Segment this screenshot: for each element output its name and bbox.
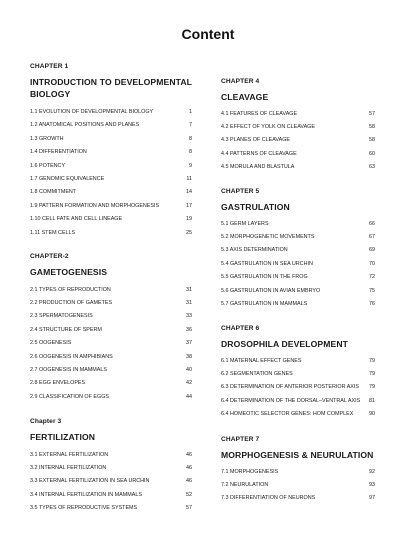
entry-page: 60 — [369, 150, 375, 157]
chapter-label: Chapter 3 — [30, 418, 62, 425]
toc-entry[interactable] — [30, 119, 192, 132]
page-title: Content — [181, 26, 235, 42]
entry-page: 14 — [186, 189, 192, 196]
entry-page: 1 — [189, 109, 192, 115]
entry-title: 1.7 GENOMIC EQUIVALENCE — [30, 176, 105, 183]
entry-title: 1.11 STEM CELLS — [30, 229, 76, 236]
toc-entry[interactable] — [221, 395, 375, 408]
entry-page: 8 — [189, 149, 192, 156]
entry-title: 6.4 DETERMINATION OF THE DORSAL–VENTRAL AXIS — [221, 397, 361, 404]
entry-title: 2.3 SPERMATOGENESIS — [30, 313, 93, 320]
entry-title: 4.4 PATTERNS OF CLEAVAGE — [221, 150, 297, 157]
toc-entry[interactable] — [30, 160, 192, 173]
entry-title: 1.9 PATTERN FORMATION AND MORPHOGENESIS — [30, 202, 160, 209]
toc-entry[interactable] — [30, 213, 192, 226]
entry-title: 7.1 MORPHOGENESIS — [221, 468, 279, 475]
toc-entry[interactable] — [221, 134, 375, 147]
toc-entry[interactable] — [30, 324, 192, 337]
chapter-label: CHAPTER 7 — [221, 436, 260, 443]
entry-page: 97 — [369, 495, 375, 502]
entry-page: 79 — [369, 357, 375, 364]
entry-page: 90 — [369, 411, 375, 418]
toc-entry[interactable] — [30, 186, 192, 199]
entry-page: 11 — [186, 176, 192, 183]
entry-page: 67 — [369, 233, 375, 240]
toc-entry[interactable] — [30, 227, 192, 240]
entry-page: 69 — [369, 247, 375, 254]
entry-title: 1.10 CELL FATE AND CELL LINEAGE — [30, 216, 123, 223]
entry-title: 2.4 STRUCTURE OF SPERM — [30, 326, 102, 333]
chapter-title: FERTILIZATION — [30, 432, 96, 442]
entry-page: 63 — [369, 164, 375, 171]
entry-title: 6.2 SEGMENTATION GENES — [221, 370, 293, 377]
toc-entry[interactable] — [221, 298, 375, 311]
toc-entry[interactable] — [30, 364, 192, 377]
entry-page: 36 — [186, 326, 192, 333]
chapter-1-section — [30, 63, 192, 240]
entry-page: 81 — [369, 397, 375, 404]
chapter-label: CHAPTER 1 — [30, 63, 69, 70]
entry-page: 70 — [369, 260, 375, 267]
toc-entry[interactable] — [221, 466, 375, 479]
toc-entry[interactable] — [221, 218, 375, 231]
chapter-title: GASTRULATION — [221, 202, 290, 212]
toc-entry[interactable] — [221, 381, 375, 394]
chapter-title: INTRODUCTION TO DEVELOPMENTAL BIOLOGY — [30, 77, 192, 99]
entry-page: 9 — [189, 162, 192, 169]
entry-title: 1.3 GROWTH — [30, 135, 64, 142]
entry-title: 3.1 EXTERNAL FERTILIZATION — [30, 451, 109, 458]
toc-entry[interactable] — [221, 108, 375, 121]
entry-title: 5.2 MORPHOGENETIC MOVEMENTS — [221, 233, 315, 240]
entry-title: 6.1 MATERNAL EFFECT GENES — [221, 357, 302, 364]
entry-title: 6.3 DETERMINATION OF ANTERIOR POSTERIOR AXIS — [221, 384, 359, 391]
toc-entry[interactable] — [30, 449, 192, 462]
toc-entry[interactable] — [30, 133, 192, 146]
toc-entry[interactable] — [30, 310, 192, 323]
entry-page: 46 — [186, 451, 192, 458]
toc-entry[interactable] — [30, 462, 192, 475]
entry-title: 2.1 TYPES OF REPRODUCTION — [30, 286, 111, 293]
entry-page: 33 — [186, 313, 192, 320]
entry-page: 93 — [369, 481, 375, 488]
entry-page: 17 — [186, 202, 192, 209]
entry-page: 31 — [186, 299, 192, 306]
entry-page: 57 — [369, 110, 375, 117]
entry-title: 1.1 EVOLUTION OF DEVELOPMENTAL BIOLOGY — [30, 109, 154, 115]
chapter-3-section — [30, 418, 192, 516]
entry-page: 38 — [186, 353, 192, 360]
entry-title: 4.1 FEATURES OF CLEAVAGE — [221, 110, 298, 117]
toc-entry[interactable] — [221, 479, 375, 492]
entry-title: 2.5 OOGENESIS — [30, 340, 72, 347]
chapter-label: CHAPTER-2 — [30, 253, 69, 260]
toc-entry[interactable] — [221, 355, 375, 368]
entry-title: 2.2 PRODUCTION OF GAMETES — [30, 299, 113, 306]
entry-page: 66 — [369, 220, 375, 227]
entry-page: 75 — [369, 287, 375, 294]
toc-entry[interactable] — [30, 391, 192, 404]
entry-page: 52 — [186, 491, 192, 498]
toc-entry[interactable] — [221, 271, 375, 284]
toc-entry[interactable] — [221, 408, 375, 421]
entry-title: 3.5 TYPES OF REPRODUCTIVE SYSTEMS — [30, 505, 138, 512]
entry-page: 92 — [369, 468, 375, 475]
chapter-title: DROSOPHILA DEVELOPMENT — [221, 339, 348, 349]
entry-page: 58 — [369, 123, 375, 130]
entry-page: 31 — [186, 286, 192, 293]
entry-page: 58 — [369, 137, 375, 144]
entry-title: 2.6 OOGENESIS IN AMPHIBIANS — [30, 353, 113, 360]
entry-title: 1.6 POTENCY — [30, 162, 66, 169]
entry-page: 79 — [369, 384, 375, 391]
entry-title: 5.5 GASTRULATION IN THE FROG — [221, 274, 308, 281]
entry-page: 76 — [369, 300, 375, 307]
entry-title: 6.4 HOMEOTIC SELECTOR GENES: HOM COMPLEX — [221, 411, 354, 418]
chapter-label: CHAPTER 6 — [221, 325, 260, 332]
toc-entry[interactable] — [221, 161, 375, 174]
toc-entry[interactable] — [30, 377, 192, 390]
toc-entry[interactable] — [221, 244, 375, 257]
chapter-title: CLEAVAGE — [221, 92, 269, 102]
entry-page: 7 — [189, 122, 192, 129]
entry-page: 44 — [186, 393, 192, 400]
entry-title: 1.2 ANATOMICAL POSITIONS AND PLANES — [30, 122, 140, 129]
entry-page: 19 — [186, 216, 192, 223]
toc-entry[interactable] — [30, 106, 192, 119]
chapter-5-section — [221, 188, 375, 311]
toc-entry[interactable] — [30, 489, 192, 502]
entry-title: 3.2 INTERNAL FERTILIZATION — [30, 464, 107, 471]
entry-title: 5.4 GASTRULATION IN SEA URCHIN — [221, 260, 313, 267]
entry-page: 46 — [186, 464, 192, 471]
entry-page: 42 — [186, 380, 192, 387]
entry-title: 7.2 NEURULATION — [221, 481, 269, 488]
toc-entry[interactable] — [221, 121, 375, 134]
toc-entry[interactable] — [30, 297, 192, 310]
toc-entry[interactable] — [30, 475, 192, 488]
toc-entry[interactable] — [30, 337, 192, 350]
chapter-label: CHAPTER 4 — [221, 78, 260, 85]
entry-title: 4.3 PLANES OF CLEAVAGE — [221, 137, 291, 144]
toc-entry[interactable] — [221, 285, 375, 298]
entry-title: 5.6 GASTRULATION IN AVIAN EMBRYO — [221, 287, 321, 294]
toc-entry[interactable] — [30, 173, 192, 186]
entry-page: 37 — [186, 340, 192, 347]
toc-entry[interactable] — [221, 148, 375, 161]
toc-entry[interactable] — [30, 351, 192, 364]
entry-title: 3.4 INTERNAL FERTILIZATION IN MAMMALS — [30, 491, 142, 498]
entry-title: 1.4 DIFFERENTIATION — [30, 149, 87, 156]
entry-page: 72 — [369, 274, 375, 281]
entry-page: 40 — [186, 366, 192, 373]
entry-title: 1.8 COMMITMENT — [30, 189, 77, 196]
chapter-7-section — [221, 436, 375, 506]
toc-entry[interactable] — [221, 368, 375, 381]
entry-title: 2.9 CLASSIFICATION OF EGGS — [30, 393, 109, 400]
entry-page: 46 — [186, 478, 192, 485]
toc-entry[interactable] — [30, 200, 192, 213]
entry-title: 5.1 GERM LAYERS — [221, 220, 269, 227]
entry-title: 4.5 MORULA AND BLASTULA — [221, 164, 295, 171]
entry-title: 5.3 AXIS DETERMINATION — [221, 247, 288, 254]
chapter-title: MORPHOGENESIS & NEURULATION — [221, 450, 374, 460]
entry-title: 5.7 GASTRULATION IN MAMMALS — [221, 300, 308, 307]
chapter-2-section — [30, 253, 192, 404]
chapter-label: CHAPTER 5 — [221, 188, 260, 195]
entry-title: 2.8 EGG ENVELOPES — [30, 380, 86, 387]
entry-page: 25 — [186, 229, 192, 236]
chapter-4-section — [221, 78, 375, 175]
toc-entry[interactable] — [30, 502, 192, 515]
chapter-title: GAMETOGENESIS — [30, 267, 108, 277]
toc-entry[interactable] — [30, 284, 192, 297]
entry-title: 3.3 EXTERNAL FERTILIZATION IN SEA URCHIN — [30, 478, 150, 485]
entry-page: 8 — [189, 135, 192, 142]
toc-entry[interactable] — [221, 258, 375, 271]
toc-entry[interactable] — [221, 231, 375, 244]
toc-entry[interactable] — [221, 492, 375, 505]
entry-page: 79 — [369, 370, 375, 377]
toc-entry[interactable] — [30, 146, 192, 159]
entry-title: 7.3 DIFFERENTIATION OF NEURONS — [221, 495, 316, 502]
chapter-6-section — [221, 325, 375, 422]
entry-title: 4.2 EFFECT OF YOLK ON CLEAVAGE — [221, 123, 315, 130]
entry-title: 2.7 OOGENESIS IN MAMMALS — [30, 366, 107, 373]
entry-page: 57 — [186, 505, 192, 512]
